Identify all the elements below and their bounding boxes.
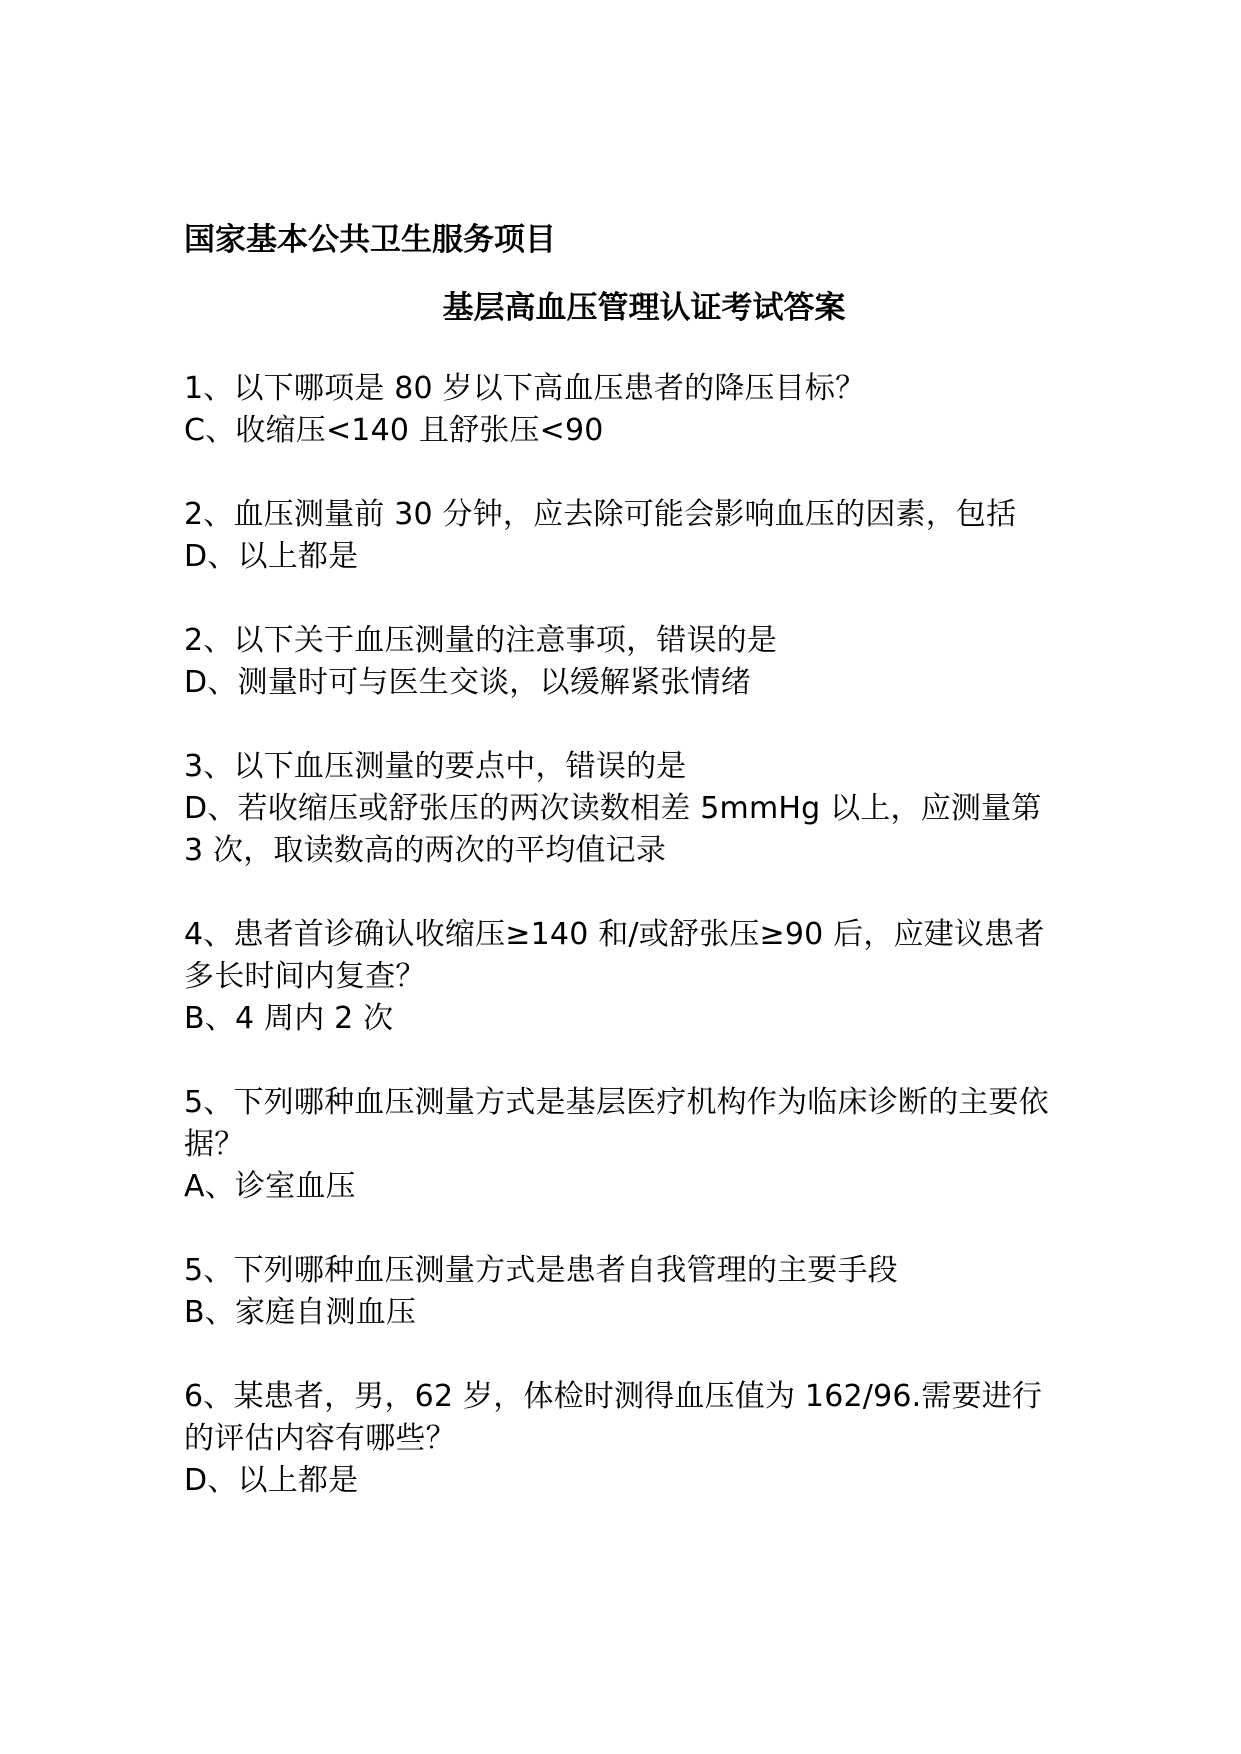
qa-item-1	[184, 368, 1064, 452]
qa-item-8	[184, 1376, 1064, 1502]
org-title: 国家基本公共卫生服务项目	[184, 222, 556, 258]
question-text: 5、下列哪种血压测量方式是基层医疗机构作为临床诊断的主要依据？	[184, 1085, 1049, 1162]
question-text: 2、以下关于血压测量的注意事项，错误的是	[184, 623, 778, 658]
question-text: 4、患者首诊确认收缩压≥140 和/或舒张压≥90 后，应建议患者多长时间内复查？	[184, 917, 1045, 994]
question-text: 6、某患者，男，62 岁，体检时测得血压值为 162/96.需要进行的评估内容有哪些？	[184, 1379, 1043, 1456]
question-text: 2、血压测量前 30 分钟，应去除可能会影响血压的因素，包括	[184, 497, 1017, 532]
answer-text: D、测量时可与医生交谈，以缓解紧张情绪	[184, 665, 751, 700]
answer-text: D、以上都是	[184, 1463, 359, 1498]
question-text: 3、以下血压测量的要点中，错误的是	[184, 749, 687, 784]
qa-item-2	[184, 494, 1064, 578]
answer-text: B、4 周内 2 次	[184, 1001, 394, 1036]
answer-text: A、诊室血压	[184, 1169, 356, 1204]
answer-text: B、家庭自测血压	[184, 1295, 417, 1330]
document-title: 基层高血压管理认证考试答案	[442, 290, 846, 326]
question-text: 1、以下哪项是 80 岁以下高血压患者的降压目标？	[184, 371, 866, 406]
document-page	[184, 218, 1064, 1544]
qa-list	[184, 368, 1064, 1502]
qa-item-6	[184, 1082, 1064, 1208]
qa-item-7	[184, 1250, 1064, 1334]
qa-item-3	[184, 620, 1064, 704]
qa-item-5	[184, 914, 1064, 1040]
answer-text: C、收缩压<140 且舒张压<90	[184, 413, 604, 448]
qa-item-4	[184, 746, 1064, 872]
answer-text: D、以上都是	[184, 539, 359, 574]
answer-text: D、若收缩压或舒张压的两次读数相差 5mmHg 以上，应测量第 3 次，取读数高的两次的平均值记录	[184, 791, 1042, 868]
question-text: 5、下列哪种血压测量方式是患者自我管理的主要手段	[184, 1253, 898, 1288]
